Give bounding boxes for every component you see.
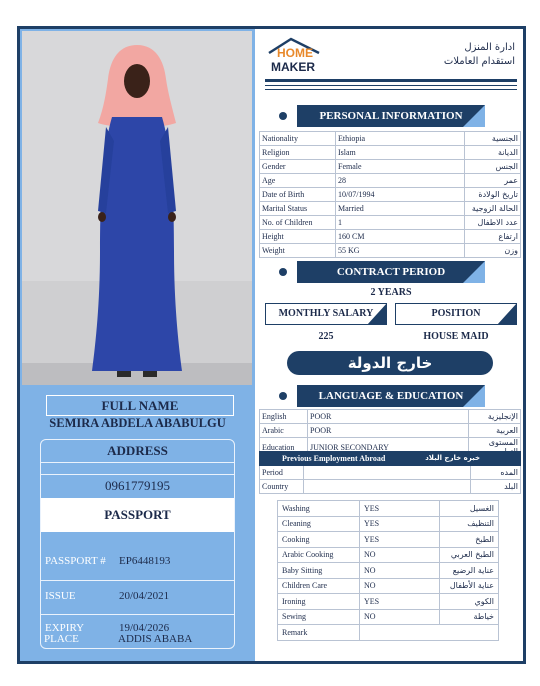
country-label-ar: البلد [471, 480, 521, 494]
skills-label: Arabic Cooking [278, 547, 360, 563]
personal-value: Female [336, 160, 465, 174]
personal-label-ar: تاريخ الولادة [465, 188, 521, 202]
monthly-salary-label: MONTHLY SALARY [278, 308, 374, 319]
expiry-value: 19/04/2026 [119, 622, 170, 634]
cv-frame [17, 26, 526, 664]
skills-label: Sewing [278, 609, 360, 625]
skills-label: Baby Sitting [278, 563, 360, 579]
period-value [304, 466, 471, 480]
remark-value [360, 625, 499, 641]
expiry-label: EXPIRY [45, 622, 85, 634]
table-row [260, 410, 521, 424]
divider [41, 474, 234, 475]
skills-value: YES [360, 594, 440, 610]
skills-value: NO [360, 563, 440, 579]
remark-label: Remark [278, 625, 360, 641]
table-row [278, 609, 499, 625]
personal-label-ar: الجنس [465, 160, 521, 174]
divider [41, 614, 234, 615]
corner-triangle [463, 105, 485, 127]
place-label: PLACE [44, 633, 79, 645]
skills-label: Washing [278, 501, 360, 517]
language-label-ar: العربية [469, 424, 521, 438]
table-row [260, 160, 521, 174]
period-label: Period [260, 466, 304, 480]
skills-label: Cleaning [278, 516, 360, 532]
personal-value: Married [336, 202, 465, 216]
skills-value: YES [360, 516, 440, 532]
period-label-ar: المده [471, 466, 521, 480]
arabic-title-line1: ادارة المنزل [464, 42, 515, 53]
personal-label-ar: وزن [465, 244, 521, 258]
personal-label: Marital Status [260, 202, 336, 216]
bullet-icon [279, 392, 287, 400]
table-row [260, 424, 521, 438]
position-value: HOUSE MAID [423, 331, 489, 342]
full-name-label: FULL NAME [46, 395, 234, 416]
personal-label: Gender [260, 160, 336, 174]
table-row [278, 563, 499, 579]
table-row [278, 532, 499, 548]
table-row [278, 547, 499, 563]
house-logo-icon [265, 37, 323, 77]
logo-bottom-text: MAKER [271, 60, 315, 74]
skills-label-ar: الكوي [440, 594, 499, 610]
left-panel [20, 29, 255, 661]
table-row [278, 516, 499, 532]
country-value [304, 480, 471, 494]
bullet-icon [279, 112, 287, 120]
table-row [278, 501, 499, 517]
corner-triangle [463, 261, 485, 283]
personal-label: Religion [260, 146, 336, 160]
personal-label-ar: عمر [465, 174, 521, 188]
issue-value: 20/04/2021 [119, 590, 170, 602]
right-panel [257, 29, 523, 661]
table-row [260, 216, 521, 230]
employment-title: Previous Employment Abroad [282, 454, 386, 463]
country-label: Country [260, 480, 304, 494]
employment-title-cell [260, 452, 521, 466]
skills-value: YES [360, 532, 440, 548]
monthly-salary-label-box [265, 303, 387, 325]
personal-label-ar: عدد الاطفال [465, 216, 521, 230]
table-row [260, 146, 521, 160]
personal-info-header [257, 105, 523, 127]
language-header [257, 385, 523, 407]
skills-label-ar: خياطة [440, 609, 499, 625]
header-rule [265, 85, 517, 86]
language-table [259, 409, 521, 457]
skills-table [277, 500, 499, 641]
personal-info-title: PERSONAL INFORMATION [297, 105, 485, 127]
contract-period-value: 2 YEARS [370, 287, 412, 298]
language-value: POOR [308, 424, 469, 438]
personal-label-ar: الديانة [465, 146, 521, 160]
skills-value: NO [360, 578, 440, 594]
personal-value: Ethiopia [336, 132, 465, 146]
phone-value: 0961779195 [105, 478, 170, 493]
skills-label: Children Care [278, 578, 360, 594]
table-row [260, 480, 521, 494]
personal-label: Age [260, 174, 336, 188]
candidate-photo-illustration [22, 31, 252, 385]
employment-title-ar: خبره خارج البلاد [425, 454, 480, 462]
abroad-banner: خارج الدولة [287, 351, 493, 375]
header-rule [265, 89, 517, 90]
position-label: POSITION [431, 308, 481, 319]
personal-label: No. of Children [260, 216, 336, 230]
personal-label-ar: الحالة الزوجية [465, 202, 521, 216]
divider [41, 580, 234, 581]
personal-label-ar: الجنسية [465, 132, 521, 146]
personal-value: 10/07/1994 [336, 188, 465, 202]
table-row [260, 230, 521, 244]
bullet-icon [279, 268, 287, 276]
full-name-value: SEMIRA ABDELA ABABULGU [49, 416, 226, 430]
candidate-photo [22, 31, 252, 385]
personal-info-table [259, 131, 521, 258]
table-row [260, 174, 521, 188]
skills-label-ar: التنظيف [440, 516, 499, 532]
employment-table [259, 451, 521, 494]
personal-value: 160 CM [336, 230, 465, 244]
table-row [260, 202, 521, 216]
divider [41, 462, 234, 463]
arabic-title-line2: استقدام العاملات [443, 56, 515, 67]
corner-triangle [497, 303, 517, 325]
personal-value: 55 KG [336, 244, 465, 258]
personal-value: Islam [336, 146, 465, 160]
table-row [278, 578, 499, 594]
table-row [260, 132, 521, 146]
language-value: POOR [308, 410, 469, 424]
passport-number-label: PASSPORT # [45, 555, 106, 567]
monthly-salary-value: 225 [318, 331, 334, 342]
table-row [278, 594, 499, 610]
contract-header [257, 261, 523, 283]
personal-label-ar: ارتفاع [465, 230, 521, 244]
skills-label-ar: عناية الأطفال [440, 578, 499, 594]
employment-title-row [260, 452, 521, 466]
personal-value: 28 [336, 174, 465, 188]
issue-label: ISSUE [45, 590, 76, 602]
skills-label-ar: الطبخ [440, 532, 499, 548]
skills-value: NO [360, 547, 440, 563]
personal-label: Height [260, 230, 336, 244]
passport-label: PASSPORT [41, 498, 234, 532]
personal-label: Date of Birth [260, 188, 336, 202]
full-name-section [20, 395, 255, 441]
skills-label-ar: الطبخ العربي [440, 547, 499, 563]
agency-logo [265, 37, 323, 77]
agency-arabic-title [444, 41, 515, 69]
position-label-box [395, 303, 517, 325]
language-title: LANGUAGE & EDUCATION [297, 385, 485, 407]
table-row [260, 244, 521, 258]
skills-label: Ironing [278, 594, 360, 610]
skills-label-ar: الغسيل [440, 501, 499, 517]
language-label: Education [260, 438, 308, 457]
table-row [260, 466, 521, 480]
table-row [260, 188, 521, 202]
language-value: JUNIOR SECONDARY [308, 438, 469, 457]
skills-value: NO [360, 609, 440, 625]
passport-number-value: EP6448193 [119, 555, 171, 567]
logo-top-text: HOME [277, 46, 313, 60]
corner-triangle [463, 385, 485, 407]
remark-row [278, 625, 499, 641]
skills-value: YES [360, 501, 440, 517]
personal-label: Nationality [260, 132, 336, 146]
header-rule [265, 79, 517, 82]
address-card [40, 439, 235, 649]
language-label-ar: المستوى [469, 438, 521, 457]
personal-label: Weight [260, 244, 336, 258]
address-label: ADDRESS [107, 443, 168, 458]
skills-label-ar: عناية الرضيع [440, 563, 499, 579]
language-label-ar: الإنجليزية [469, 410, 521, 424]
corner-triangle [367, 303, 387, 325]
personal-value: 1 [336, 216, 465, 230]
language-label: English [260, 410, 308, 424]
place-value: ADDIS ABABA [118, 633, 193, 645]
skills-label: Cooking [278, 532, 360, 548]
contract-title: CONTRACT PERIOD [297, 261, 485, 283]
language-label: Arabic [260, 424, 308, 438]
